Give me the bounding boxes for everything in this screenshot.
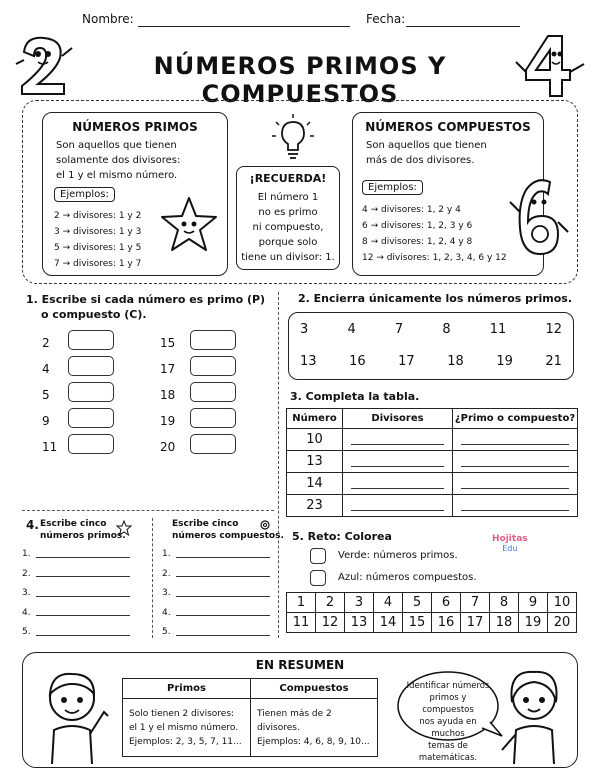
green-color-checkbox[interactable] — [310, 548, 326, 564]
ex3-number: 13 — [287, 451, 343, 473]
boy-character-icon — [32, 664, 116, 766]
compuestos-examples-label: Ejemplos: — [362, 180, 423, 195]
ex4-answer-line[interactable] — [176, 576, 270, 577]
ex1-answer-box[interactable] — [68, 408, 114, 428]
ex2-number[interactable]: 8 — [442, 322, 451, 337]
ex4-divider — [152, 518, 153, 638]
ex4-answer-line[interactable] — [176, 615, 270, 616]
grid-cell[interactable]: 15 — [403, 613, 432, 633]
ex1-answer-box[interactable] — [68, 330, 114, 350]
ex2-number[interactable]: 21 — [545, 354, 562, 369]
grid-cell[interactable]: 20 — [548, 613, 577, 633]
grid-cell[interactable]: 12 — [316, 613, 345, 633]
grid-cell[interactable]: 17 — [461, 613, 490, 633]
ex4-left-list: 1. 2. 3. 4. 5. — [22, 549, 31, 637]
resumen-table — [122, 678, 378, 757]
ex2-number[interactable]: 18 — [447, 354, 464, 369]
ex2-number[interactable]: 3 — [300, 322, 309, 337]
primos-title: NÚMEROS PRIMOS — [72, 120, 198, 134]
resumen-col-header: Compuestos — [251, 679, 378, 699]
grid-cell[interactable]: 1 — [287, 593, 316, 613]
star-character-icon — [158, 194, 220, 256]
ex3-number: 10 — [287, 429, 343, 451]
ex2-number[interactable]: 12 — [545, 322, 562, 337]
ex1-answer-box[interactable] — [190, 434, 236, 454]
ex2-number[interactable]: 16 — [349, 354, 366, 369]
brand-logo: Hojitas Edu — [492, 534, 528, 553]
section-divider — [22, 510, 274, 511]
ex4-number: 4. — [26, 518, 39, 532]
ex3-number: 14 — [287, 473, 343, 495]
ex1-answer-box[interactable] — [68, 434, 114, 454]
ex3-divisors-cell[interactable] — [343, 473, 453, 495]
grid-cell[interactable]: 2 — [316, 593, 345, 613]
ex1-answer-box[interactable] — [190, 382, 236, 402]
ex2-number[interactable]: 13 — [300, 354, 317, 369]
column-divider — [278, 292, 279, 638]
primos-examples: 2 → divisores: 1 y 2 3 → divisores: 1 y 3 5 → divisores: 1 y 5 7 → divisores: 1 y 7 — [54, 211, 142, 269]
compuestos-title: NÚMEROS COMPUESTOS — [365, 120, 531, 134]
blue-color-checkbox[interactable] — [310, 570, 326, 586]
ex4-answer-line[interactable] — [36, 635, 130, 636]
grid-cell[interactable]: 13 — [345, 613, 374, 633]
ex2-row-2 — [300, 354, 562, 369]
ex3-type-cell[interactable] — [453, 473, 578, 495]
ex4-answer-line[interactable] — [176, 635, 270, 636]
lightbulb-icon — [270, 112, 316, 162]
gear-icon — [258, 518, 272, 532]
ex3-divisors-cell[interactable] — [343, 451, 453, 473]
ex4-left-title: Escribe cinco números primos. — [40, 519, 126, 541]
ex1-answer-box[interactable] — [190, 330, 236, 350]
girl-character-icon — [494, 662, 574, 766]
ex4-answer-line[interactable] — [36, 615, 130, 616]
grid-cell[interactable]: 5 — [403, 593, 432, 613]
grid-cell[interactable]: 10 — [548, 593, 577, 613]
ex4-answer-line[interactable] — [36, 576, 130, 577]
date-label: Fecha: — [366, 12, 406, 26]
number-two-character-icon — [12, 34, 76, 100]
grid-cell[interactable]: 3 — [345, 593, 374, 613]
ex4-right-list: 1. 2. 3. 4. 5. — [162, 549, 171, 637]
ex1-answer-box[interactable] — [68, 356, 114, 376]
grid-cell[interactable]: 16 — [432, 613, 461, 633]
ex1-title: 1. Escribe si cada número es primo (P) o compuesto (C). — [26, 293, 266, 321]
ex3-table — [286, 408, 578, 517]
blue-legend: Azul: números compuestos. — [338, 572, 477, 583]
ex3-divisors-cell[interactable] — [343, 495, 453, 517]
resumen-col-header: Primos — [123, 679, 251, 699]
name-field[interactable] — [138, 26, 350, 27]
number-six-character-icon — [506, 172, 570, 264]
recuerda-title: ¡RECUERDA! — [249, 172, 327, 185]
ex2-number[interactable]: 19 — [496, 354, 513, 369]
compuestos-description: Son aquellos que tienen más de dos divisores. — [366, 140, 487, 166]
recuerda-text: El número 1 no es primo ni compuesto, porque solo tiene un divisor: 1. — [241, 192, 335, 263]
grid-cell[interactable]: 4 — [374, 593, 403, 613]
resumen-compuestos-cell: Tienen más de 2 divisores. Ejemplos: 4, 6, 8, 9, 10... — [251, 699, 378, 757]
ex4-answer-line[interactable] — [36, 596, 130, 597]
date-field[interactable] — [406, 26, 520, 27]
green-legend: Verde: números primos. — [338, 550, 458, 561]
ex1-left-numbers: 2 4 5 9 11 — [42, 336, 58, 454]
resumen-title: EN RESUMEN — [255, 658, 345, 672]
grid-cell[interactable]: 11 — [287, 613, 316, 633]
ex3-number: 23 — [287, 495, 343, 517]
page-title: NÚMEROS PRIMOS Y COMPUESTOS — [153, 52, 447, 108]
ex3-type-cell[interactable] — [453, 429, 578, 451]
ex2-row-1 — [300, 322, 562, 337]
ex4-answer-line[interactable] — [176, 557, 270, 558]
ex3-title: 3. Completa la tabla. — [290, 390, 420, 403]
star-icon — [116, 520, 132, 536]
ex2-title: 2. Encierra únicamente los números primos. — [298, 292, 573, 305]
ex1-answer-box[interactable] — [190, 408, 236, 428]
ex2-number[interactable]: 7 — [394, 322, 404, 337]
ex1-answer-box[interactable] — [190, 356, 236, 376]
grid-cell[interactable]: 19 — [519, 613, 548, 633]
ex3-header: ¿Primo o compuesto? — [453, 409, 578, 429]
ex2-number[interactable]: 11 — [489, 322, 507, 337]
resumen-primos-cell: Solo tienen 2 divisores: el 1 y el mismo número. Ejemplos: 2, 3, 5, 7, 11... — [123, 699, 251, 757]
ex1-answer-box[interactable] — [68, 382, 114, 402]
ex1-right-numbers: 15 17 18 19 20 — [160, 336, 176, 454]
primos-description: Son aquellos que tienen solamente dos divisores: el 1 y el mismo número. — [56, 140, 181, 181]
ex3-header: Número — [287, 409, 343, 429]
compuestos-examples: 4 → divisores: 1, 2 y 4 6 → divisores: 1, 2, 3 y 6 8 → divisores: 1, 2, 4 y 8 12 → divisores: 1, 2, 3, 4, 6 y 12 — [362, 205, 507, 263]
ex3-header: Divisores — [343, 409, 453, 429]
grid-cell[interactable]: 14 — [374, 613, 403, 633]
speech-bubble-text: Identificar números primos y compuestos nos ayuda en muchos temas de matemáticas. — [406, 681, 490, 763]
number-four-character-icon — [514, 30, 590, 104]
ex2-number[interactable]: 17 — [398, 354, 415, 369]
ex3-type-cell[interactable] — [453, 495, 578, 517]
ex5-title: 5. Reto: Colorea — [292, 530, 392, 543]
grid-cell[interactable]: 18 — [490, 613, 519, 633]
grid-cell[interactable]: 6 — [432, 593, 461, 613]
ex5-number-grid — [286, 592, 577, 633]
ex4-right-title: Escribe cinco números compuestos. — [172, 519, 284, 541]
grid-cell[interactable]: 7 — [461, 593, 490, 613]
grid-cell[interactable]: 8 — [490, 593, 519, 613]
name-label: Nombre: — [82, 12, 134, 26]
primos-examples-label: Ejemplos: — [54, 187, 115, 202]
ex3-divisors-cell[interactable] — [343, 429, 453, 451]
grid-cell[interactable]: 9 — [519, 593, 548, 613]
ex2-number[interactable]: 4 — [347, 322, 356, 337]
ex4-answer-line[interactable] — [36, 557, 130, 558]
ex4-answer-line[interactable] — [176, 596, 270, 597]
ex3-type-cell[interactable] — [453, 451, 578, 473]
